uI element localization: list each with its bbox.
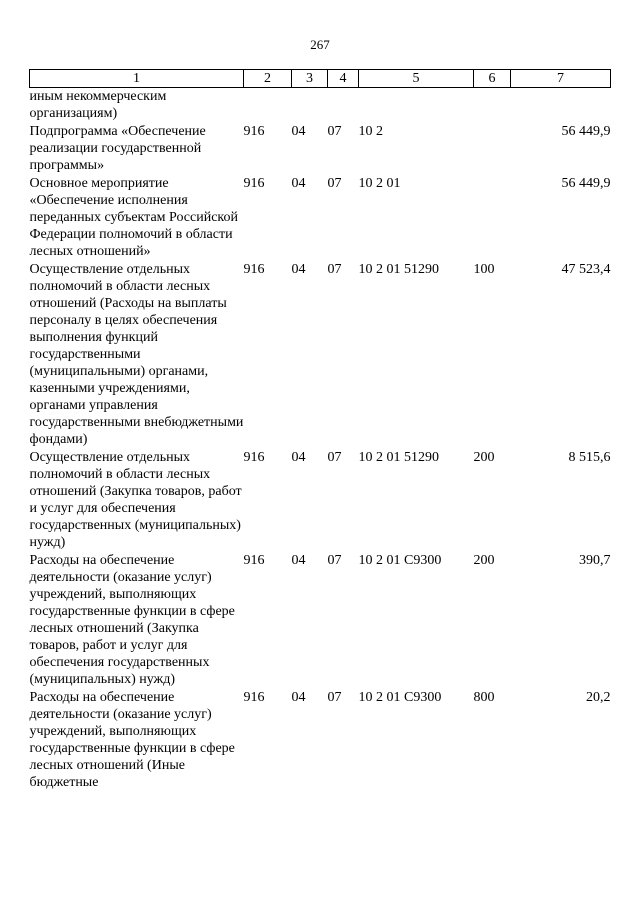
row-subsection (328, 88, 359, 124)
row-amount: 8 515,6 (568, 450, 611, 465)
page-number: 267 (310, 37, 330, 52)
row-section: 04 (291, 690, 306, 705)
row-target-article: 10 2 01 51290 (358, 262, 439, 277)
column-header-grbs: 2 (244, 70, 292, 88)
column-header-expense-type: 6 (474, 70, 511, 88)
header-row (30, 70, 611, 88)
table-row (30, 88, 611, 124)
row-grbs: 916 (243, 553, 265, 568)
table-row (30, 689, 611, 792)
table-row (30, 552, 611, 689)
table-row (30, 175, 611, 261)
budget-table (29, 69, 611, 792)
column-header-section: 3 (292, 70, 328, 88)
row-subsection: 07 (327, 262, 342, 277)
row-target-article: 10 2 01 С9300 (358, 690, 442, 705)
row-grbs (244, 88, 292, 124)
row-subsection: 07 (327, 690, 342, 705)
row-section: 04 (291, 450, 306, 465)
row-subsection: 07 (327, 124, 342, 139)
row-grbs: 916 (243, 124, 265, 139)
row-section: 04 (291, 124, 306, 139)
column-header-name: 1 (30, 70, 244, 88)
row-expense-type (474, 123, 511, 175)
row-name: Расходы на обеспечение деятельности (оказание услуг) учреждений, выполняющих государственные функции в сфере лесных отношений (Иные бюджетные (29, 690, 235, 790)
column-header-target-article: 5 (359, 70, 474, 88)
row-target-article: 10 2 01 51290 (358, 450, 439, 465)
table-body (30, 88, 611, 793)
row-subsection: 07 (327, 176, 342, 191)
row-subsection: 07 (327, 553, 342, 568)
row-name: Подпрограмма «Обеспечение реализации государственной программы» (29, 124, 206, 173)
table-row (30, 261, 611, 449)
row-grbs: 916 (243, 262, 265, 277)
row-amount: 390,7 (579, 553, 611, 568)
column-header-subsection: 4 (328, 70, 359, 88)
row-target-article: 10 2 01 (358, 176, 401, 191)
row-target-article: 10 2 01 С9300 (358, 553, 442, 568)
row-expense-type: 200 (473, 450, 495, 465)
row-name: Осуществление отдельных полномочий в области лесных отношений (Закупка товаров, работ и услуг для обеспечения государственных (муниципальных) нужд) (29, 450, 242, 550)
row-section: 04 (291, 553, 306, 568)
row-name: Основное мероприятие «Обеспечение исполнения переданных субъектам Российской Федерации полномочий в области лесных отношений» (29, 176, 239, 259)
row-expense-type (474, 175, 511, 261)
row-expense-type: 100 (473, 262, 495, 277)
row-section: 04 (291, 262, 306, 277)
table-row (30, 123, 611, 175)
row-expense-type (474, 88, 511, 124)
row-amount: 20,2 (586, 690, 611, 705)
row-amount: 56 449,9 (561, 176, 611, 191)
row-name: Расходы на обеспечение деятельности (оказание услуг) учреждений, выполняющих государственные функции в сфере лесных отношений (Закупка товаров, работ и услуг для обеспечения государственных (муниципальных) нужд) (29, 553, 235, 687)
row-expense-type: 800 (473, 690, 495, 705)
row-grbs: 916 (243, 690, 265, 705)
row-name: Осуществление отдельных полномочий в области лесных отношений (Расходы на выплаты персоналу в целях обеспечения выполнения функций государственными (муниципальными) органами, казенными учреждениями, органами управления государственными внебюджетными фондами) (29, 262, 244, 447)
row-amount: 56 449,9 (561, 124, 611, 139)
row-section: 04 (291, 176, 306, 191)
row-grbs: 916 (243, 176, 265, 191)
column-header-amount: 7 (511, 70, 611, 88)
row-expense-type: 200 (473, 553, 495, 568)
row-target-article: 10 2 (358, 124, 383, 139)
row-subsection: 07 (327, 450, 342, 465)
row-target-article (359, 88, 474, 124)
row-grbs: 916 (243, 450, 265, 465)
row-name: иным некоммерческим организациям) (29, 89, 167, 121)
row-amount (511, 88, 611, 124)
table-row (30, 449, 611, 552)
row-section (292, 88, 328, 124)
row-amount: 47 523,4 (561, 262, 611, 277)
